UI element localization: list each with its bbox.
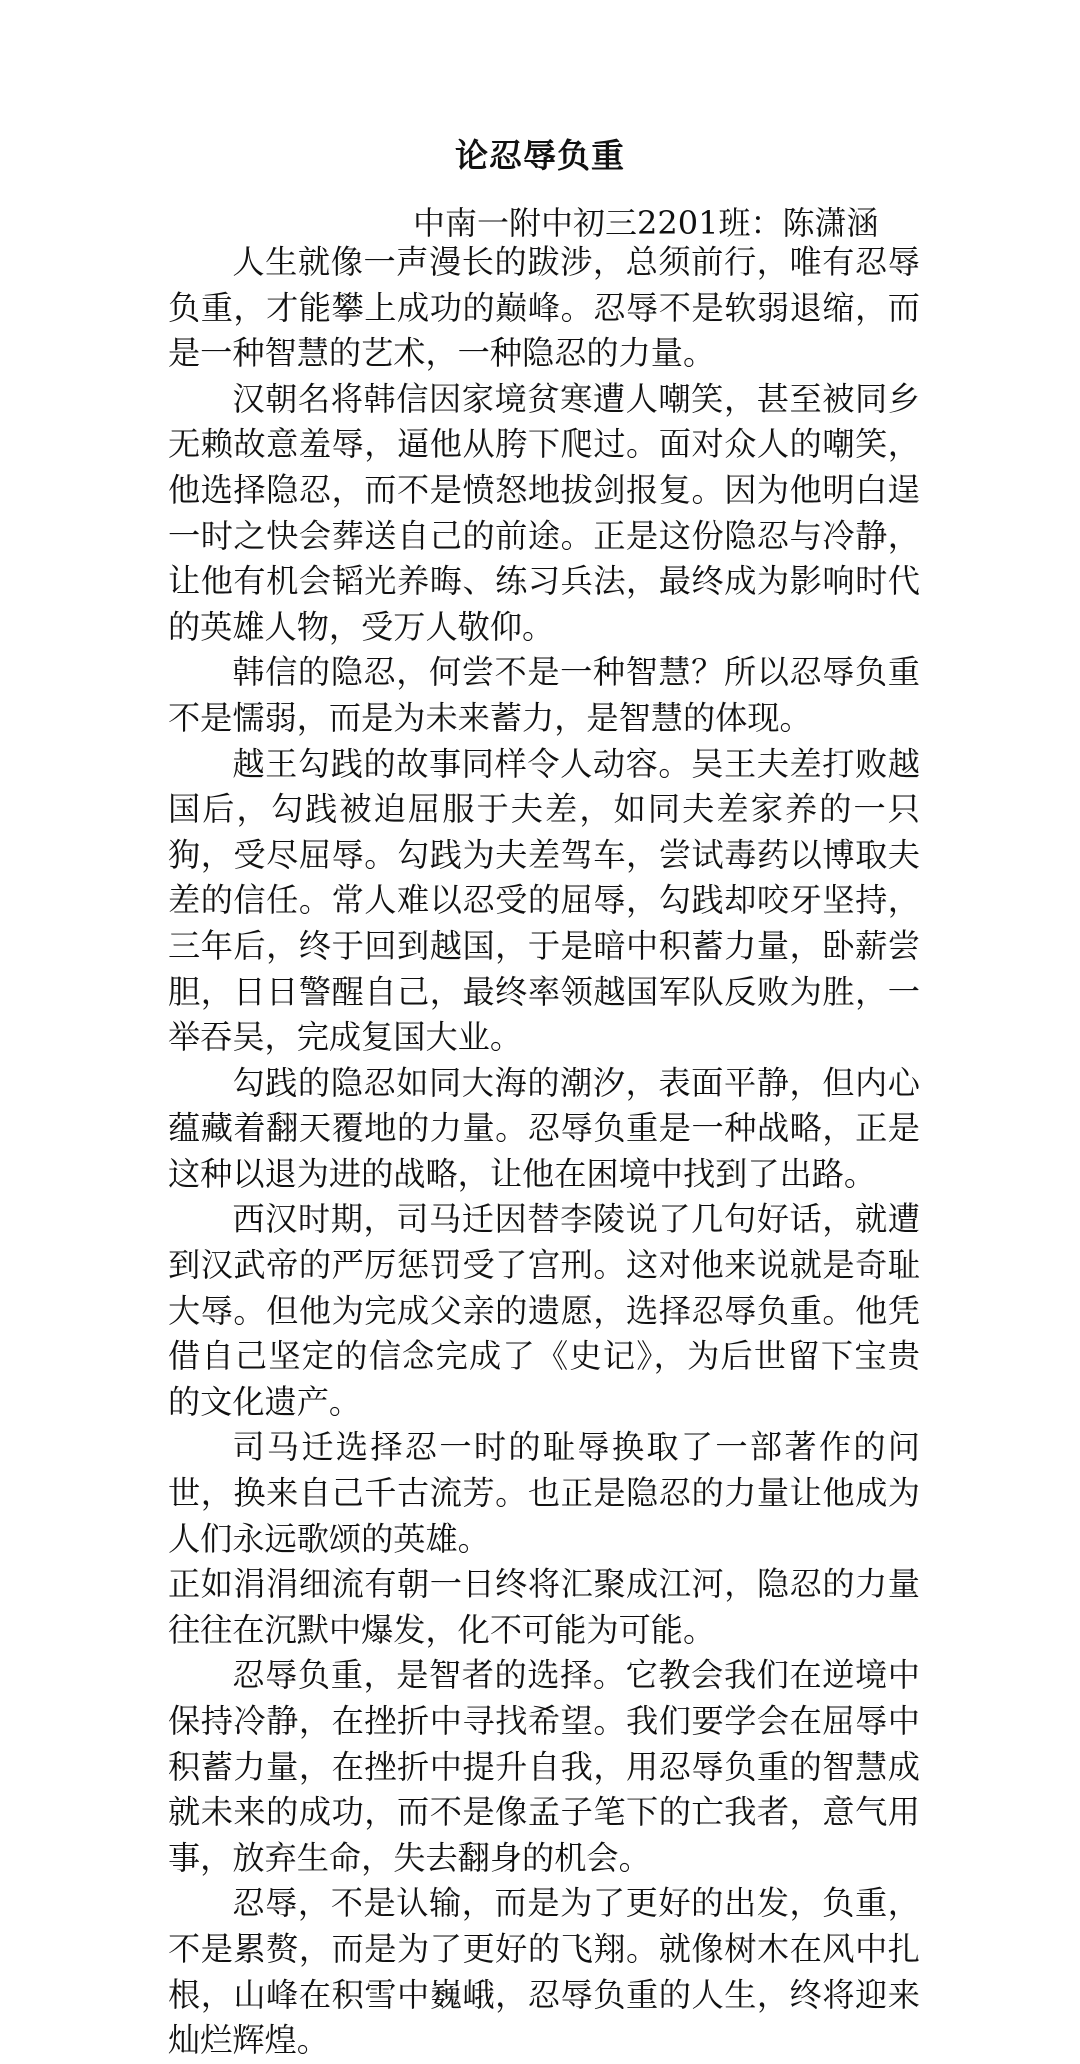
- paragraph: 汉朝名将韩信因家境贫寒遭人嘲笑，甚至被同乡无赖故意羞辱，逼他从胯下爬过。面对众人的嘲笑，他选择隐忍，而不是愤怒地拔剑报复。因为他明白逞一时之快会葬送自己的前途。正是这份隐忍与冷静，让他有机会韬光养晦、练习兵法，最终成为影响时代的英雄人物，受万人敬仰。: [168, 379, 920, 646]
- paragraph: 勾践的隐忍如同大海的潮汐，表面平静，但内心蕴藏着翻天覆地的力量。忍辱负重是一种战略，正是这种以退为进的战略，让他在困境中找到了出路。: [168, 1063, 920, 1193]
- paragraph: 忍辱负重，是智者的选择。它教会我们在逆境中保持冷静，在挫折中寻找希望。我们要学会在屈辱中积蓄力量，在挫折中提升自我，用忍辱负重的智慧成就未来的成功，而不是像孟子笔下的亡我者，意气用事，放弃生命，失去翻身的机会。: [168, 1656, 920, 1877]
- paragraph: 忍辱，不是认输，而是为了更好的出发，负重，不是累赘，而是为了更好的飞翔。就像树木在风中扎根，山峰在积雪中巍峨，忍辱负重的人生，终将迎来灿烂辉煌。: [168, 1884, 920, 2060]
- paragraph: 正如涓涓细流有朝一日终将汇聚成江河，隐忍的力量往往在沉默中爆发，化不可能为可能。: [168, 1565, 920, 1649]
- author-byline: 中南一附中初三2201班：陈潇涵: [413, 204, 879, 242]
- essay-title: 论忍辱负重: [455, 136, 625, 175]
- essay-body: [168, 240, 920, 2064]
- paragraph: 越王勾践的故事同样令人动容。吴王夫差打败越国后，勾践被迫屈服于夫差，如同夫差家养的一只狗，受尽屈辱。勾践为夫差驾车，尝试毒药以博取夫差的信任。常人难以忍受的屈辱，勾践却咬牙坚持，三年后，终于回到越国，于是暗中积蓄力量，卧薪尝胆，日日警醒自己，最终率领越国军队反败为胜，一举吞吴，完成复国大业。: [168, 744, 920, 1057]
- paragraph: 西汉时期，司马迁因替李陵说了几句好话，就遭到汉武帝的严厉惩罚受了宫刑。这对他来说就是奇耻大辱。但他为完成父亲的遗愿，选择忍辱负重。他凭借自己坚定的信念完成了《史记》，为后世留下宝贵的文化遗产。: [168, 1200, 920, 1421]
- paragraph: 人生就像一声漫长的跋涉，总须前行，唯有忍辱负重，才能攀上成功的巅峰。忍辱不是软弱退缩，而是一种智慧的艺术，一种隐忍的力量。: [168, 243, 920, 373]
- paragraph: 韩信的隐忍，何尝不是一种智慧？所以忍辱负重不是懦弱，而是为未来蓄力，是智慧的体现。: [168, 653, 920, 737]
- paragraph: 司马迁选择忍一时的耻辱换取了一部著作的问世，换来自己千古流芳。也正是隐忍的力量让他成为人们永远歌颂的英雄。: [168, 1428, 920, 1558]
